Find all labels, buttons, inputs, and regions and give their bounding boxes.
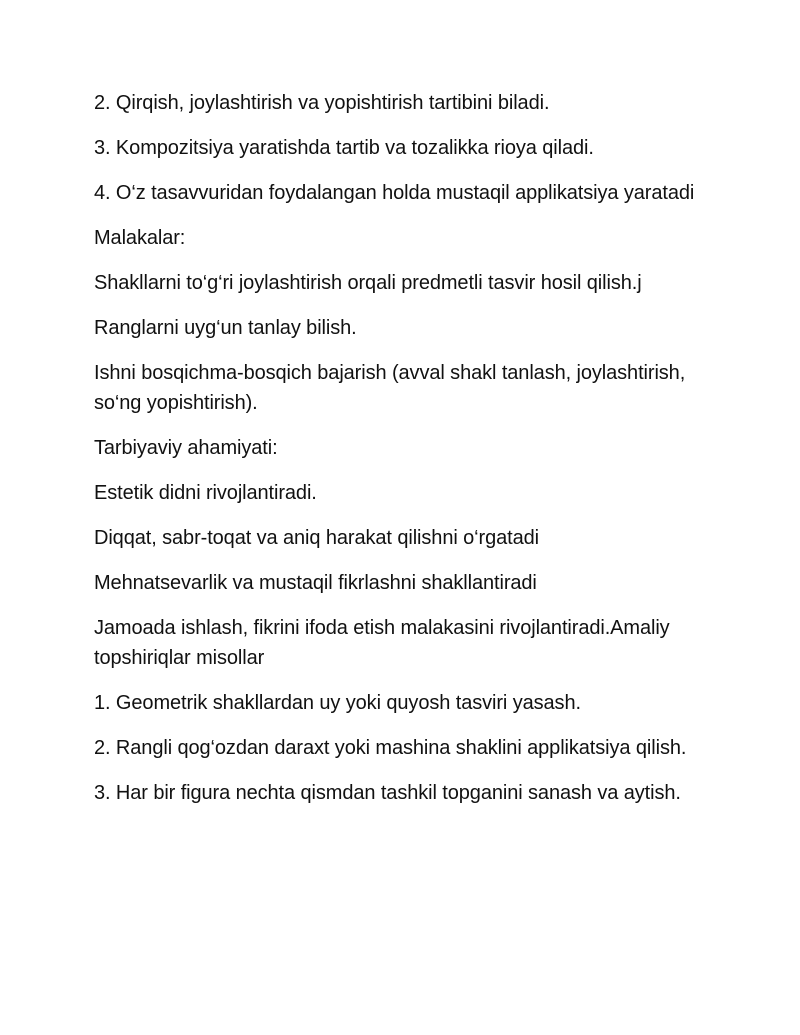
list-item-skill-3: 3. Kompozitsiya yaratishda tartib va tozalikka rioya qiladi. bbox=[94, 137, 594, 159]
skills-item-2: Ranglarni uyg‘un tanlay bilish. bbox=[94, 317, 357, 339]
section-heading-skills: Malakalar: bbox=[94, 227, 186, 249]
skills-item-3: Ishni bosqichma-bosqich bajarish (avval shakl tanlash, joylashtirish, so‘ng yopishtirish). bbox=[94, 362, 686, 414]
section-heading-educational-value: Tarbiyaviy ahamiyati: bbox=[94, 437, 278, 459]
educational-item-2: Diqqat, sabr-toqat va aniq harakat qilishni o‘rgatadi bbox=[94, 527, 539, 549]
list-item-skill-4: 4. O‘z tasavvuridan foydalangan holda mustaqil applikatsiya yaratadi bbox=[94, 182, 695, 204]
educational-item-1: Estetik didni rivojlantiradi. bbox=[94, 482, 317, 504]
practical-task-2: 2. Rangli qog‘ozdan daraxt yoki mashina shaklini applikatsiya qilish. bbox=[94, 737, 687, 759]
educational-item-3: Mehnatsevarlik va mustaqil fikrlashni shakllantiradi bbox=[94, 572, 537, 594]
list-item-skill-2: 2. Qirqish, joylashtirish va yopishtirish tartibini biladi. bbox=[94, 92, 550, 114]
skills-item-1: Shakllarni to‘g‘ri joylashtirish orqali predmetli tasvir hosil qilish.j bbox=[94, 272, 642, 294]
practical-task-3: 3. Har bir figura nechta qismdan tashkil topganini sanash va aytish. bbox=[94, 782, 681, 804]
practical-task-1: 1. Geometrik shakllardan uy yoki quyosh tasviri yasash. bbox=[94, 692, 581, 714]
educational-item-4: Jamoada ishlash, fikrini ifoda etish malakasini rivojlantiradi.Amaliy topshiriqlar misollar bbox=[94, 617, 670, 669]
document-page bbox=[94, 88, 734, 823]
